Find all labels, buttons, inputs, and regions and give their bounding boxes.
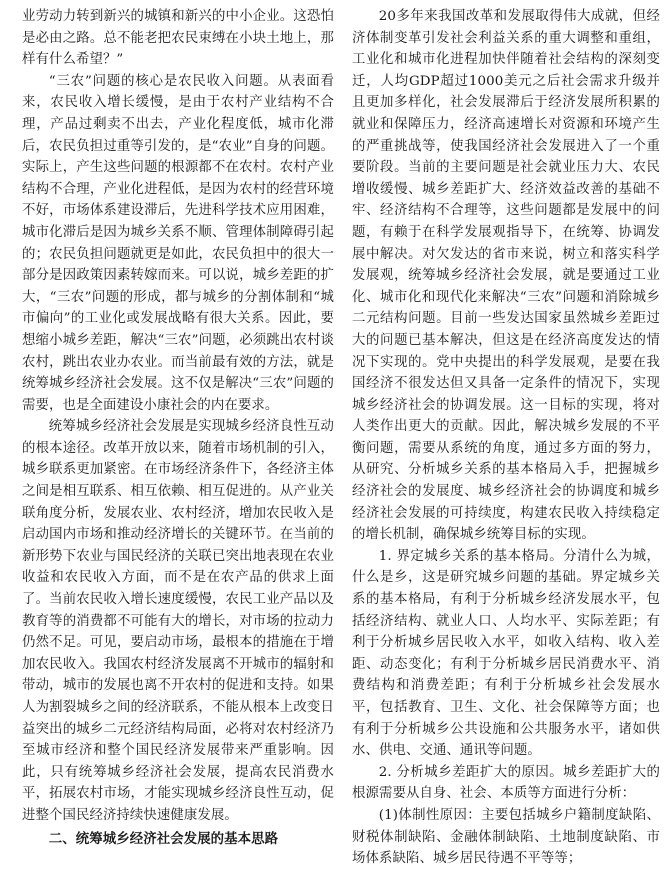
right-paragraph-2: 1. 界定城乡关系的基本格局。分清什么为城，什么是乡，这是研究城乡问题的基础。界定城乡关系的基本格局，有利于分析城乡经济发展水平，包括经济结构、就业人口、人均水平、实际差距；有利于分析城乡居民收入水平，如收入结构、收入差距、动态变化；有利于分析城乡居民消费水平、消费结构和消费差距；有利于分析城乡社会发展水平，包括教育、卫生、文化、社会保障等方面；也有利于分析城乡公共设施和公共服务水平，诸如供水、供电、交通、通讯等问题。 (352, 548, 660, 759)
right-paragraph-1: 20多年来我国改革和发展取得伟大成就，但经济体制变革引发社会利益关系的重大调整和重组，工业化和城市化进程加快伴随着社会结构的深刻变迁，人均GDP超过1000美元之后社会需求升级并且更加多样化，社会发展滞后于经济发展所积累的就业和保障压力，经济高速增长对资源和环境产生的严重挑战等，使我国经济社会发展进入了一个重要阶段。当前的主要问题是社会就业压力大、农民增收缓慢、城乡差距扩大、经济效益改善的基础不牢、经济结构不合理等，这些问题都是发展中的问题，有赖于在科学发展观指导下，在统筹、协调发展中解决。对欠发达的省市来说，树立和落实科学发展观，统筹城乡经济社会发展，就是要通过工业化、城市化和现代化来解决“三农”问题和消除城乡二元结构问题。目前一些发达国家虽然城乡差距过大的问题已基本解决，但这是在经济高度发达的情况下实现的。党中央提出的科学发展观，是要在我国经济不很发达但又具备一定条件的情况下，实现城乡经济社会的协调发展。这一目标的实现，将对人类作出更大的贡献。因此，解决城乡发展的不平衡问题，需要从系统的角度，通过多方面的努力，从研究、分析城乡关系的基本格局入手，把握城乡经济社会的发展度、城乡经济社会的协调度和城乡经济社会发展的可持续度，构建农民收入持续稳定的增长机制，确保城乡统筹目标的实现。 (352, 9, 660, 543)
left-paragraph-1: 业劳动力转到新兴的城镇和新兴的中小企业。这恐怕是必由之路。总不能老把农民束缚在小块土地上，那样有什么希望？” (22, 9, 334, 68)
left-column (22, 6, 334, 850)
section-heading: 二、统筹城乡经济社会发展的基本思路 (48, 831, 279, 847)
left-paragraph-2: “三农”问题的核心是农民收入问题。从表面看来，农民收入增长缓慢，是由于农村产业结构不合理，产品过剩卖不出去，产业化程度低，城市化滞后，农民负担过重等引发的，是“农业”自身的问题。实际上，产生这些问题的根源都不在农村。农村产业结构不合理，产业化进程低，是因为农村的经营环境不好，市场体系建设滞后，先进科学技术应用困难，城市化滞后是因为城乡关系不顺、管理体制障碍引起的；农民负担问题就更是如此，农民负担中的很大一部分是因政策因素转嫁而来。可以说，城乡差距的扩大，“三农”问题的形成，都与城乡的分割体制和“城市偏向”的工业化或发展战略有很大关系。因此，要想缩小城乡差距，解决“三农”问题，必须跳出农村谈农村，跳出农业办农业。而当前最有效的方法，就是统筹城乡经济社会发展。这不仅是解决“三农”问题的需要，也是全面建设小康社会的内在要求。 (22, 73, 334, 413)
right-paragraph-4: (1)体制性原因：主要包括城乡户籍制度缺陷、财税体制缺陷、金融体制缺陷、土地制度缺陷、市场体系缺陷、城乡居民待遇不平等等； (352, 807, 660, 867)
right-paragraph-3: 2. 分析城乡差距扩大的原因。城乡差距扩大的根源需要从自身、社会、本质等方面进行分析： (352, 764, 660, 802)
right-column (352, 6, 660, 870)
left-paragraph-3: 统筹城乡经济社会发展是实现城乡经济良性互动的根本途径。改革开放以来，随着市场机制的引入，城乡联系更加紧密。在市场经济条件下，各经济主体之间是相互联系、相互依赖、相互促进的。从产业关联角度分析，发展农业、农村经济，增加农民收入是启动国内市场和推动经济增长的关键环节。在当前的新形势下农业与国民经济的关联已突出地表现在农业收益和农民收入方面，而不是在农产品的供求上面了。当前农民收入增长速度缓慢，农民工业产品以及教育等的消费都不可能有大的增长，对市场的拉动力仍然不足。可见，要启动市场，最根本的措施在于增加农民收入。我国农村经济发展离不开城市的辐射和带动，城市的发展也离不开农村的促进和支持。如果人为割裂城乡之间的经济联系，不能从根本上改变日益突出的城乡二元经济结构局面，必将对农村经济乃至城市经济和整个国民经济发展带来严重影响。因此，只有统筹城乡经济社会发展，提高农民消费水平，拓展农村市场，才能实现城乡经济良性互动，促进整个国民经济持续快速健康发展。 (22, 419, 334, 823)
